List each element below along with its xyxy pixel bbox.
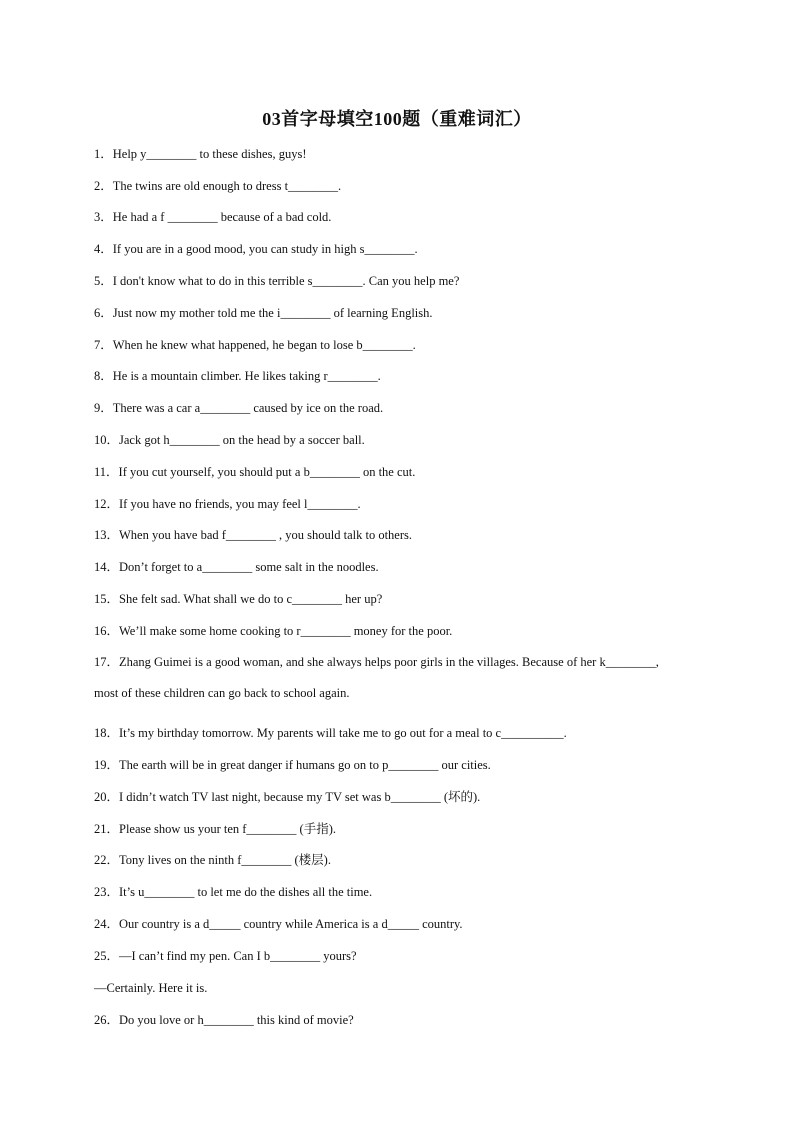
question-16: 16．We’ll make some home cooking to r________ money for the poor. (94, 624, 453, 638)
question-4: 4．If you are in a good mood, you can study in high s________. (94, 242, 418, 256)
question-3: 3．He had a f ________ because of a bad cold. (94, 210, 332, 224)
question-19: 19．The earth will be in great danger if humans go on to p________ our cities. (94, 758, 491, 772)
question-14: 14．Don’t forget to a________ some salt in the noodles. (94, 560, 379, 574)
question-11: 11．If you cut yourself, you should put a b________ on the cut. (94, 465, 416, 479)
question-8: 8．He is a mountain climber. He likes taking r________. (94, 369, 381, 383)
question-5: 5．I don't know what to do in this terrible s________. Can you help me? (94, 274, 460, 288)
question-13: 13．When you have bad f________ , you should talk to others. (94, 528, 413, 542)
page-title: 03首字母填空100题（重难词汇） (262, 109, 532, 129)
question-2: 2．The twins are old enough to dress t________. (94, 179, 342, 193)
question-12: 12．If you have no friends, you may feel l________. (94, 497, 361, 511)
question-20: 20．I didn’t watch TV last night, because my TV set was b________ (坏的). (94, 790, 481, 804)
question-21: 21．Please show us your ten f________ (手指). (94, 822, 336, 836)
question-17: 17．Zhang Guimei is a good woman, and she always helps poor girls in the villages. Because of her k________, most of these children can go back to school again. (94, 655, 659, 700)
question-24: 24．Our country is a d_____ country while America is a d_____ country. (94, 917, 463, 931)
question-25-answer: —Certainly. Here it is. (94, 981, 208, 995)
question-9: 9．There was a car a________ caused by ice on the road. (94, 401, 384, 415)
question-6: 6．Just now my mother told me the i________ of learning English. (94, 306, 433, 320)
question-25: 25．—I can’t find my pen. Can I b________ yours? (94, 949, 357, 963)
question-23: 23．It’s u________ to let me do the dishes all the time. (94, 885, 373, 899)
question-22: 22．Tony lives on the ninth f________ (楼层). (94, 853, 331, 867)
question-18: 18．It’s my birthday tomorrow. My parents will take me to go out for a meal to c__________. (94, 726, 567, 740)
question-1: 1．Help y________ to these dishes, guys! (94, 147, 307, 161)
question-10: 10．Jack got h________ on the head by a soccer ball. (94, 433, 365, 447)
question-7: 7．When he knew what happened, he began to lose b________. (94, 338, 416, 352)
question-26: 26．Do you love or h________ this kind of movie? (94, 1013, 354, 1027)
question-15: 15．She felt sad. What shall we do to c________ her up? (94, 592, 383, 606)
